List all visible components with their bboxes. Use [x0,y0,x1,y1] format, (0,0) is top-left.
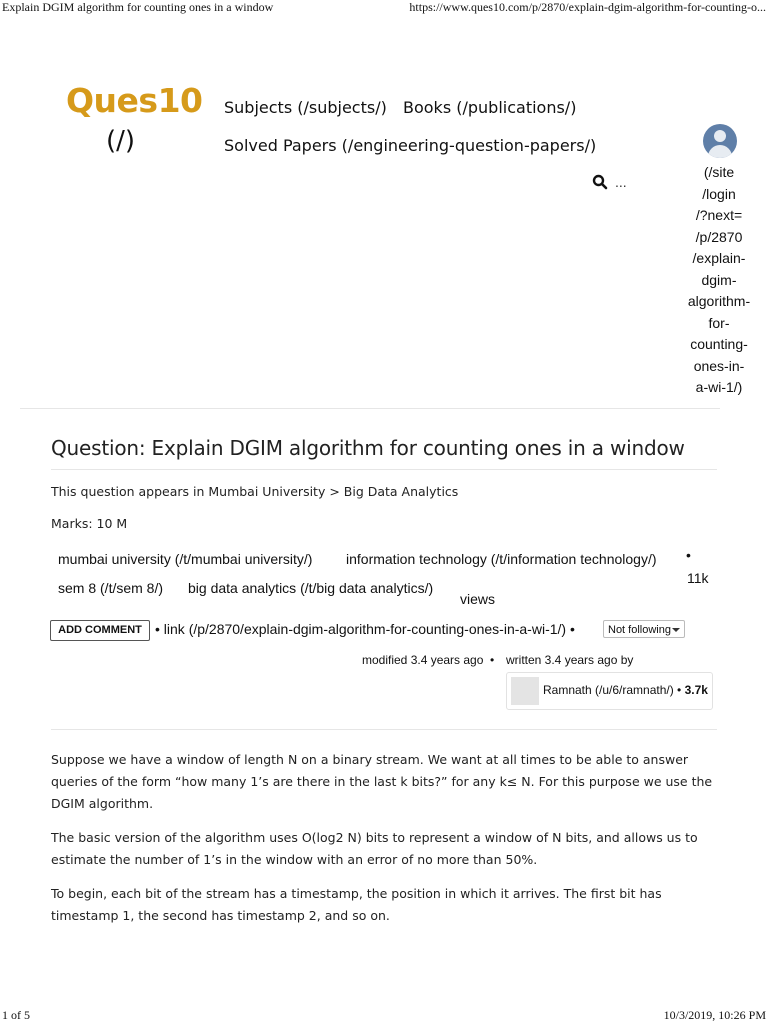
logo-text: Ques10 [66,81,203,120]
author-reputation: 3.7k [684,683,708,697]
body-paragraph-2: The basic version of the algorithm uses O(log2 N) bits to represent a window of N bits, and allows us to estimate the number of 1’s in the window with an error of no more than 50%. [51,830,698,867]
tag-big-data-analytics[interactable]: big data analytics (/t/big data analytics/) [188,580,434,596]
author-name-link[interactable]: Ramnath (/u/6/ramnath/) • [543,683,682,697]
avatar-head-shape [714,130,726,142]
body-paragraph-1: Suppose we have a window of length N on a binary stream. We want at all times to be able to answer queries of the form “how many 1’s are there in the last k bits?” for any k≤ N. For this purpose we use the DGIM algorithm. [51,752,713,811]
permalink[interactable]: • link (/p/2870/explain-dgim-algorithm-for-counting-ones-in-a-wi-1/) • [155,621,575,637]
nav-solved-papers-link[interactable]: Solved Papers (/engineering-question-papers/) [224,136,597,155]
search-icon[interactable] [592,174,608,190]
nav-books-link[interactable]: Books (/publications/) [403,98,577,117]
meta-separator: • [490,653,495,667]
views-bullet: • [686,547,691,563]
author-info [543,683,708,697]
nav-subjects-link[interactable]: Subjects (/subjects/) [224,98,387,117]
logo-link[interactable]: (/) [106,126,136,156]
question-title: Question: Explain DGIM algorithm for counting ones in a window [51,436,685,460]
written-time: written 3.4 years ago by [506,653,634,667]
author-card[interactable] [506,672,713,710]
print-datetime: 10/3/2019, 10:26 PM [663,1008,766,1022]
chevron-down-icon [672,628,680,632]
tag-sem-8[interactable]: sem 8 (/t/sem 8/) [58,580,164,596]
answer-divider [51,729,717,730]
author-avatar [511,677,539,705]
views-label: views [460,591,496,607]
body-paragraph-3: To begin, each bit of the stream has a timestamp, the position in which it arrives. The first bit has timestamp 1, the second has timestamp 2, and so on. [51,886,662,923]
tag-information-technology[interactable]: information technology (/t/information technology/) [346,551,657,567]
marks-text: Marks: 10 M [51,516,128,531]
follow-dropdown-value: Not following [608,624,671,636]
more-ellipsis[interactable]: ... [615,174,627,190]
views-count: 11k [687,570,709,586]
header-divider [20,408,720,409]
follow-dropdown[interactable] [603,620,685,638]
modified-time: modified 3.4 years ago [362,653,484,667]
print-page-title: Explain DGIM algorithm for counting ones in a window [2,0,274,14]
appears-in-text: This question appears in Mumbai University > Big Data Analytics [51,484,459,499]
add-comment-button[interactable]: ADD COMMENT [50,620,150,641]
print-page-number: 1 of 5 [2,1008,30,1022]
site-logo[interactable] [66,81,203,120]
user-avatar-icon[interactable] [703,124,737,158]
tag-mumbai-university[interactable]: mumbai university (/t/mumbai university/) [58,551,313,567]
avatar-body-shape [708,145,732,158]
login-link[interactable]: (/site /login /?next= /p/2870 /explain- dgim- algorithm- for- counting- ones-in- a-wi-1/) [687,164,751,395]
print-url: https://www.ques10.com/p/2870/explain-dgim-algorithm-for-counting-o... [409,0,766,14]
title-divider [51,469,717,470]
